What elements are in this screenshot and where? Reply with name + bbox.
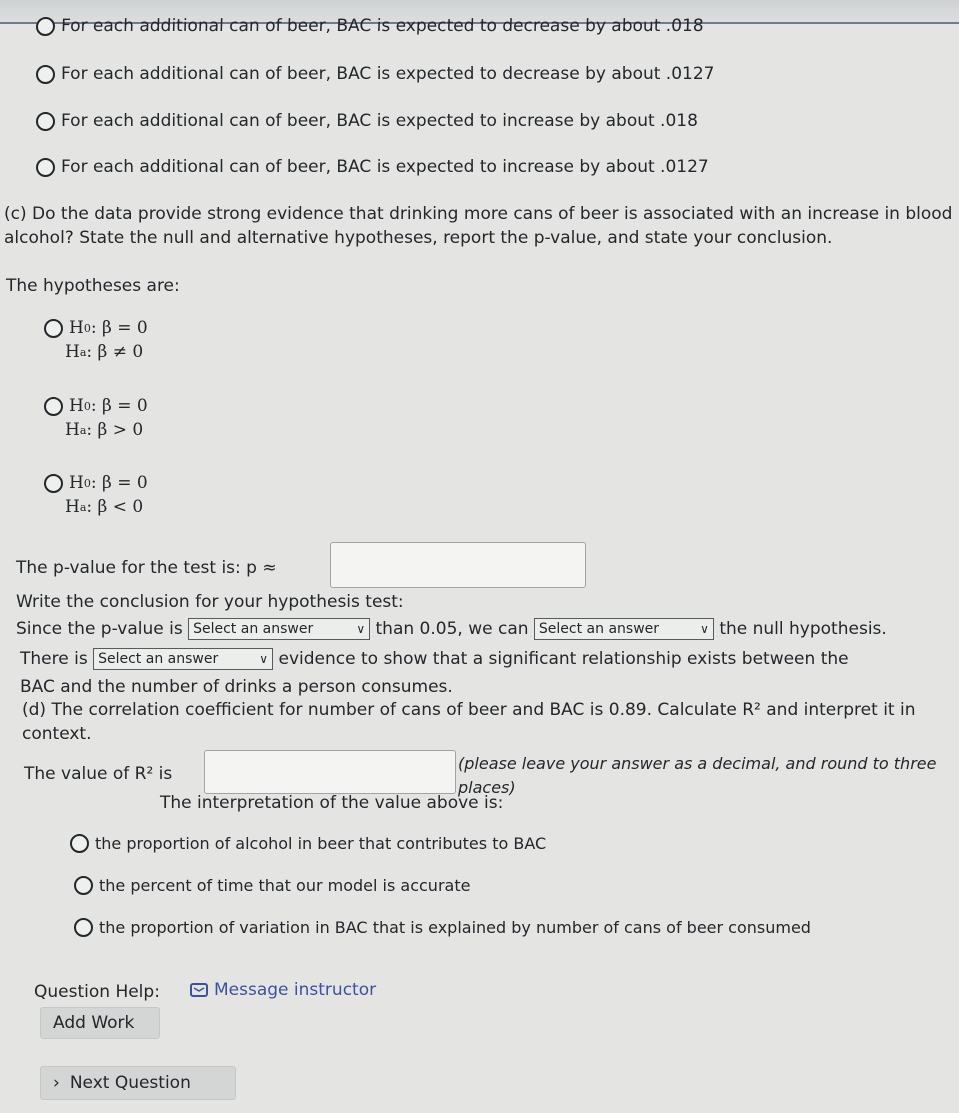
part-d-question: (d) The correlation coefficient for number of cans of beer and BAC is 0.89. Calculate R² and interpret it in context. [22, 700, 916, 744]
option-label: For each additional can of beer, BAC is expected to decrease by about .018 [60, 16, 705, 36]
ha-text: β > 0 [97, 420, 144, 440]
select-value: Select an answer [98, 651, 219, 667]
since-line [16, 617, 887, 641]
pvalue-label: The p-value for the test is: p ≈ [16, 558, 277, 578]
interp-option-1[interactable] [70, 834, 546, 853]
h0-text: β = 0 [101, 318, 148, 338]
radio-icon[interactable] [70, 834, 89, 853]
ha-text: β < 0 [97, 497, 144, 517]
option-b-3[interactable] [36, 111, 698, 131]
envelope-icon [190, 983, 208, 997]
message-instructor-text: Message instructor [214, 980, 377, 1000]
message-instructor-link[interactable] [190, 978, 376, 1002]
pvalue-input[interactable] [330, 542, 586, 588]
radio-icon[interactable] [74, 876, 93, 895]
rounding-note: (please leave your answer as a decimal, and round to three places) [458, 754, 937, 797]
hypothesis-option-3[interactable]: H 0 : β = 0 H a : β < 0 [44, 470, 148, 518]
hypothesis-option-1[interactable]: H 0 : β = 0 H a : β ≠ 0 [44, 315, 148, 363]
radio-icon[interactable] [74, 918, 93, 937]
radio-icon[interactable] [36, 17, 56, 36]
chevron-down-icon: ∨ [700, 622, 709, 636]
interp-option-3[interactable] [74, 918, 811, 937]
bac-text: BAC and the number of drinks a person consumes. [20, 677, 453, 697]
question-help-label: Question Help: [34, 982, 160, 1002]
option-b-2[interactable] [36, 64, 714, 84]
option-b-4[interactable] [36, 157, 709, 177]
select-value: Select an answer [538, 621, 660, 637]
chevron-down-icon: ∨ [259, 652, 269, 666]
radio-icon[interactable] [36, 65, 55, 84]
hypotheses-label: The hypotheses are: [6, 276, 180, 296]
part-c-question: (c) Do the data provide strong evidence that drinking more cans of beer is associated with an increase in blood alcohol? State the null and alternative hypotheses, report the p-value, and state your conclusion. [4, 204, 953, 248]
radio-icon[interactable] [44, 319, 63, 338]
than-text: than 0.05, we can [375, 619, 529, 639]
next-question-label: Next Question [69, 1073, 191, 1093]
radio-icon[interactable] [44, 397, 63, 416]
radio-icon[interactable] [44, 474, 63, 493]
reject-select[interactable] [534, 618, 714, 640]
there-is-line [20, 647, 849, 671]
option-label: For each additional can of beer, BAC is expected to increase by about .018 [61, 111, 698, 131]
hypothesis-option-2[interactable]: H 0 : β = 0 H a : β > 0 [44, 393, 148, 441]
radio-icon[interactable] [36, 158, 55, 177]
select-value: Select an answer [193, 621, 314, 637]
option-label: For each additional can of beer, BAC is expected to decrease by about .0127 [61, 64, 715, 84]
option-label: the proportion of alcohol in beer that contributes to BAC [95, 834, 547, 853]
option-b-1[interactable] [36, 16, 704, 36]
option-label: the percent of time that our model is accurate [99, 876, 471, 895]
radio-icon[interactable] [36, 112, 55, 131]
option-label: For each additional can of beer, BAC is expected to increase by about .0127 [61, 157, 709, 177]
r2-label: The value of R² is [24, 764, 173, 784]
add-work-label: Add Work [53, 1013, 135, 1033]
option-label: the proportion of variation in BAC that is explained by number of cans of beer consumed [99, 918, 811, 937]
chevron-right-icon: › [53, 1073, 60, 1093]
since-text: Since the p-value is [16, 619, 183, 639]
add-work-button[interactable] [40, 1007, 160, 1039]
interpretation-label: The interpretation of the value above is: [160, 793, 504, 813]
h0-text: β = 0 [101, 473, 148, 493]
r2-input[interactable] [204, 750, 456, 794]
ha-text: β ≠ 0 [97, 342, 144, 362]
evidence-select[interactable] [93, 648, 273, 670]
there-is-text: There is [20, 649, 88, 669]
next-question-button[interactable] [40, 1066, 236, 1100]
null-text: the null hypothesis. [719, 619, 887, 639]
evidence-text: evidence to show that a significant relationship exists between the [278, 649, 849, 669]
pvalue-comparison-select[interactable] [188, 618, 370, 640]
interp-option-2[interactable] [74, 876, 470, 895]
conclusion-label: Write the conclusion for your hypothesis test: [16, 592, 404, 612]
h0-text: β = 0 [101, 396, 148, 416]
chevron-down-icon: ∨ [356, 622, 366, 636]
